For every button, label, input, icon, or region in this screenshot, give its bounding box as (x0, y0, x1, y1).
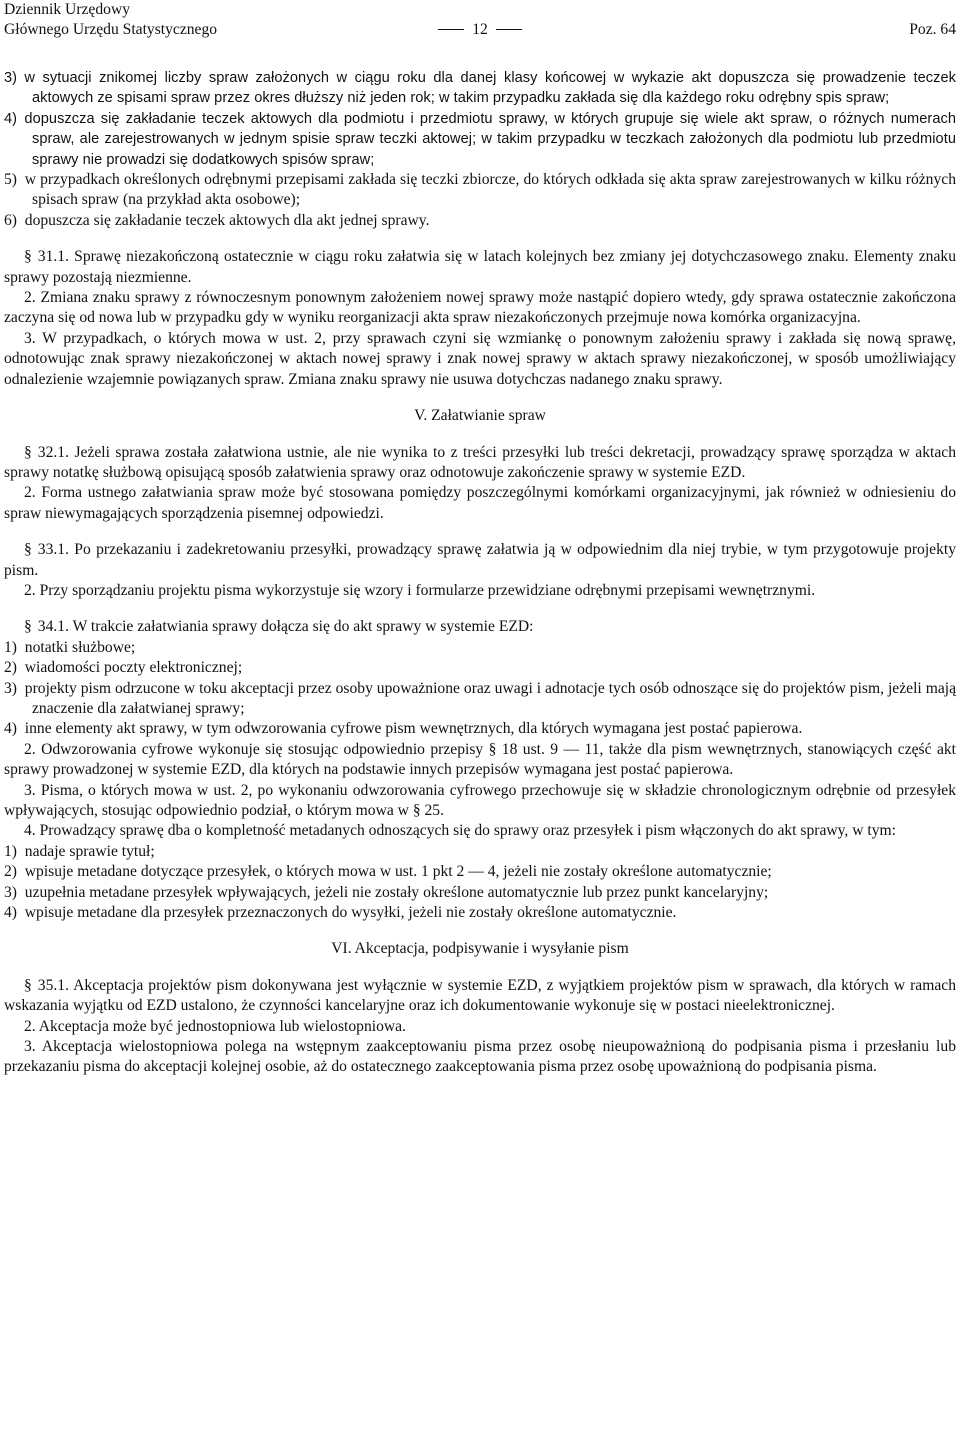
paragraph: 2. Zmiana znaku sprawy z równoczesnym ponownym założeniem nowej sprawy może nastąpić dopiero wtedy, gdy sprawa ostatecznie zakończona zaczyna się od nowa lub w przypadku gdy w wyniku reorganizacji akta spraw niezakończonych przejmuje nowa komórka organizacyjna. (4, 289, 956, 327)
section-heading: V. Załatwianie spraw (414, 407, 546, 425)
list-item: 5) w przypadkach określonych odrębnymi przepisami zakłada się teczki zbiorcze, do których odkłada się akta spraw zarejestrowanych w kilku różnych spisach spraw (na przykład akta osobowe); (4, 171, 956, 209)
list-item: 3) uzupełnia metadane przesyłek wpływających, jeżeli nie zostały określone automatycznie lub przez punkt kancelaryjny; (4, 883, 769, 901)
list-item: 6) dopuszcza się zakładanie teczek aktowych dla akt jednej sprawy. (4, 211, 430, 229)
dash-right (496, 29, 522, 30)
list-item: 2) wpisuje metadane dotyczące przesyłek, o których mowa w ust. 1 pkt 2 — 4, jeżeli nie zostały określone automatycznie; (4, 863, 772, 881)
section-symbol: § (24, 618, 32, 636)
paragraph-text: 32.1. Jeżeli sprawa została załatwiona ustnie, ale nie wynika to z treści przesyłki lub treści dekretacji, prowadzący sprawę sporządza w aktach sprawy notatkę służbową opisującą sposób załatwienia sprawy oraz odnotowuje zakończenie sprawy w systemie EZD. (4, 443, 956, 481)
section-symbol: § (24, 976, 32, 994)
list-item: 1) nadaje sprawie tytuł; (4, 842, 155, 860)
paragraph: 2. Przy sporządzaniu projektu pisma wykorzystuje się wzory i formularze przewidziane odrębnymi przepisami wewnętrznymi. (24, 581, 816, 599)
paragraph-text: 35.1. Akceptacja projektów pism dokonywana jest wyłącznie w systemie EZD, z wyjątkiem projektów pism w sprawach, dla których w ramach wskazania wyjątku od EZD ustalono, że czynności kancelaryjne oraz ich dokumentowanie wykonuje się w postaci nieelektronicznej. (4, 976, 956, 1015)
journal-title-line2: Głównego Urzędu Statystycznego (4, 21, 218, 38)
paragraph: 2. Akceptacja może być jednostopniowa lub wielostopniowa. (24, 1017, 406, 1035)
list-item: 4) dopuszcza się zakładanie teczek aktowych dla podmiotu i przedmiotu sprawy, w których grupuje się wiele akt spraw, o różnych numerach spraw, ale zarejestrowanych w jednym spisie spraw teczki aktowej; w takim przypadku w teczkach założonych dla podmiotu lub przedmiotu sprawy nie prowadzi się dodatkowych spisów spraw; (4, 110, 956, 168)
page-number (4, 20, 956, 40)
paragraph: 2. Forma ustnego załatwiania spraw może być stosowana pomiędzy poszczególnymi komórkami organizacyjnymi, jak również w odniesieniu do spraw niewymagających sporządzenia pisemnej odpowiedzi. (4, 484, 956, 522)
document-body (4, 68, 956, 1078)
list-item: 4) wpisuje metadane dla przesyłek przeznaczonych do wysyłki, jeżeli nie zostały określone automatycznie. (4, 904, 677, 922)
paragraph-text: 31.1. Sprawę niezakończoną ostatecznie w ciągu roku załatwia się w latach kolejnych bez zmiany jej dotychczasowego znaku. Elementy znaku sprawy pozostają niezmienne. (4, 248, 956, 286)
paragraph-31 (4, 247, 956, 288)
list-item: 3) w sytuacji znikomej liczby spraw założonych w ciągu roku dla danej klasy końcowej w wykazie akt dopuszcza się prowadzenie teczek aktowych ze spisami spraw przez okres dłuższy niż jeden rok; w takim przypadku zakłada się dla każdego roku odrębny spis spraw; (4, 70, 956, 107)
section-symbol: § (24, 443, 32, 461)
list-item: 3) projekty pism odrzucone w toku akceptacji przez osoby upoważnione oraz uwagi i adnotacje tych osób odnoszące się do projektów pism, jeżeli mają znaczenie dla załatwianej sprawy; (4, 679, 956, 717)
paragraph: 3. Akceptacja wielostopniowa polega na wstępnym zaakceptowaniu pisma przez osobę nieupoważnioną do podpisania pisma i przesłaniu lub przekazaniu pisma do akceptacji kolejnej osobie, aż do ostatecznego zaakceptowania pisma przez osobę upoważnioną do podpisania pisma. (4, 1038, 956, 1076)
position-label: Poz. 64 (909, 21, 956, 38)
list-item: 1) notatki służbowe; (4, 638, 136, 656)
section-heading: VI. Akceptacja, podpisywanie i wysyłanie pism (331, 940, 629, 958)
paragraph: 3. W przypadkach, o których mowa w ust. 2, przy sprawach czyni się wzmiankę o ponownym założeniu sprawy i zakłada się nową sprawę, odnotowując znak sprawy niezakończonej w aktach nowej sprawy i znak nowej sprawy w aktach sprawy niezakończonej, w sposób umożliwiający odnalezienie wzajemnie powiązanych spraw. Zmiana znaku sprawy nie usuwa dotychczas nadanego znaku sprawy. (4, 329, 956, 388)
journal-title-line1: Dziennik Urzędowy (4, 1, 131, 18)
section-symbol: § (24, 248, 32, 266)
page-number-value: 12 (472, 21, 488, 38)
dash-left (438, 29, 464, 30)
section-symbol: § (24, 541, 32, 559)
paragraph: 3. Pisma, o których mowa w ust. 2, po wykonaniu odwzorowania cyfrowego przechowuje się w składzie chronologicznym odrębnie od przesyłek wpływających, stosując odpowiednio podział, o którym mowa w § 25. (4, 781, 956, 819)
paragraph-33 (4, 540, 956, 581)
paragraph: 4. Prowadzący sprawę dba o kompletność metadanych odnoszących się do sprawy oraz przesyłek i pism włączonych do akt sprawy, w tym: (24, 822, 896, 840)
paragraph: 2. Odwzorowania cyfrowe wykonuje się stosując odpowiednio przepisy § 18 ust. 9 — 11, także dla pism wewnętrznych, stanowiących część akt sprawy prowadzonej w systemie EZD, dla których na podstawie innych przepisów wymagana jest postać papierowa. (4, 740, 956, 779)
paragraph-text: 34.1. W trakcie załatwiania sprawy dołącza się do akt sprawy w systemie EZD: (37, 618, 534, 636)
list-item: 4) inne elementy akt sprawy, w tym odwzorowania cyfrowe pism wewnętrznych, dla których wymagana jest postać papierowa. (4, 720, 803, 738)
paragraph-35 (4, 976, 956, 1017)
page-header (4, 0, 956, 42)
paragraph-32 (4, 443, 956, 484)
list-item: 2) wiadomości poczty elektronicznej; (4, 659, 243, 677)
paragraph-text: 33.1. Po przekazaniu i zadekretowaniu przesyłki, prowadzący sprawę załatwia ją w odpowiednim dla niej trybie, w tym przygotowuje projekty pism. (4, 541, 956, 579)
paragraph-34 (4, 617, 956, 637)
